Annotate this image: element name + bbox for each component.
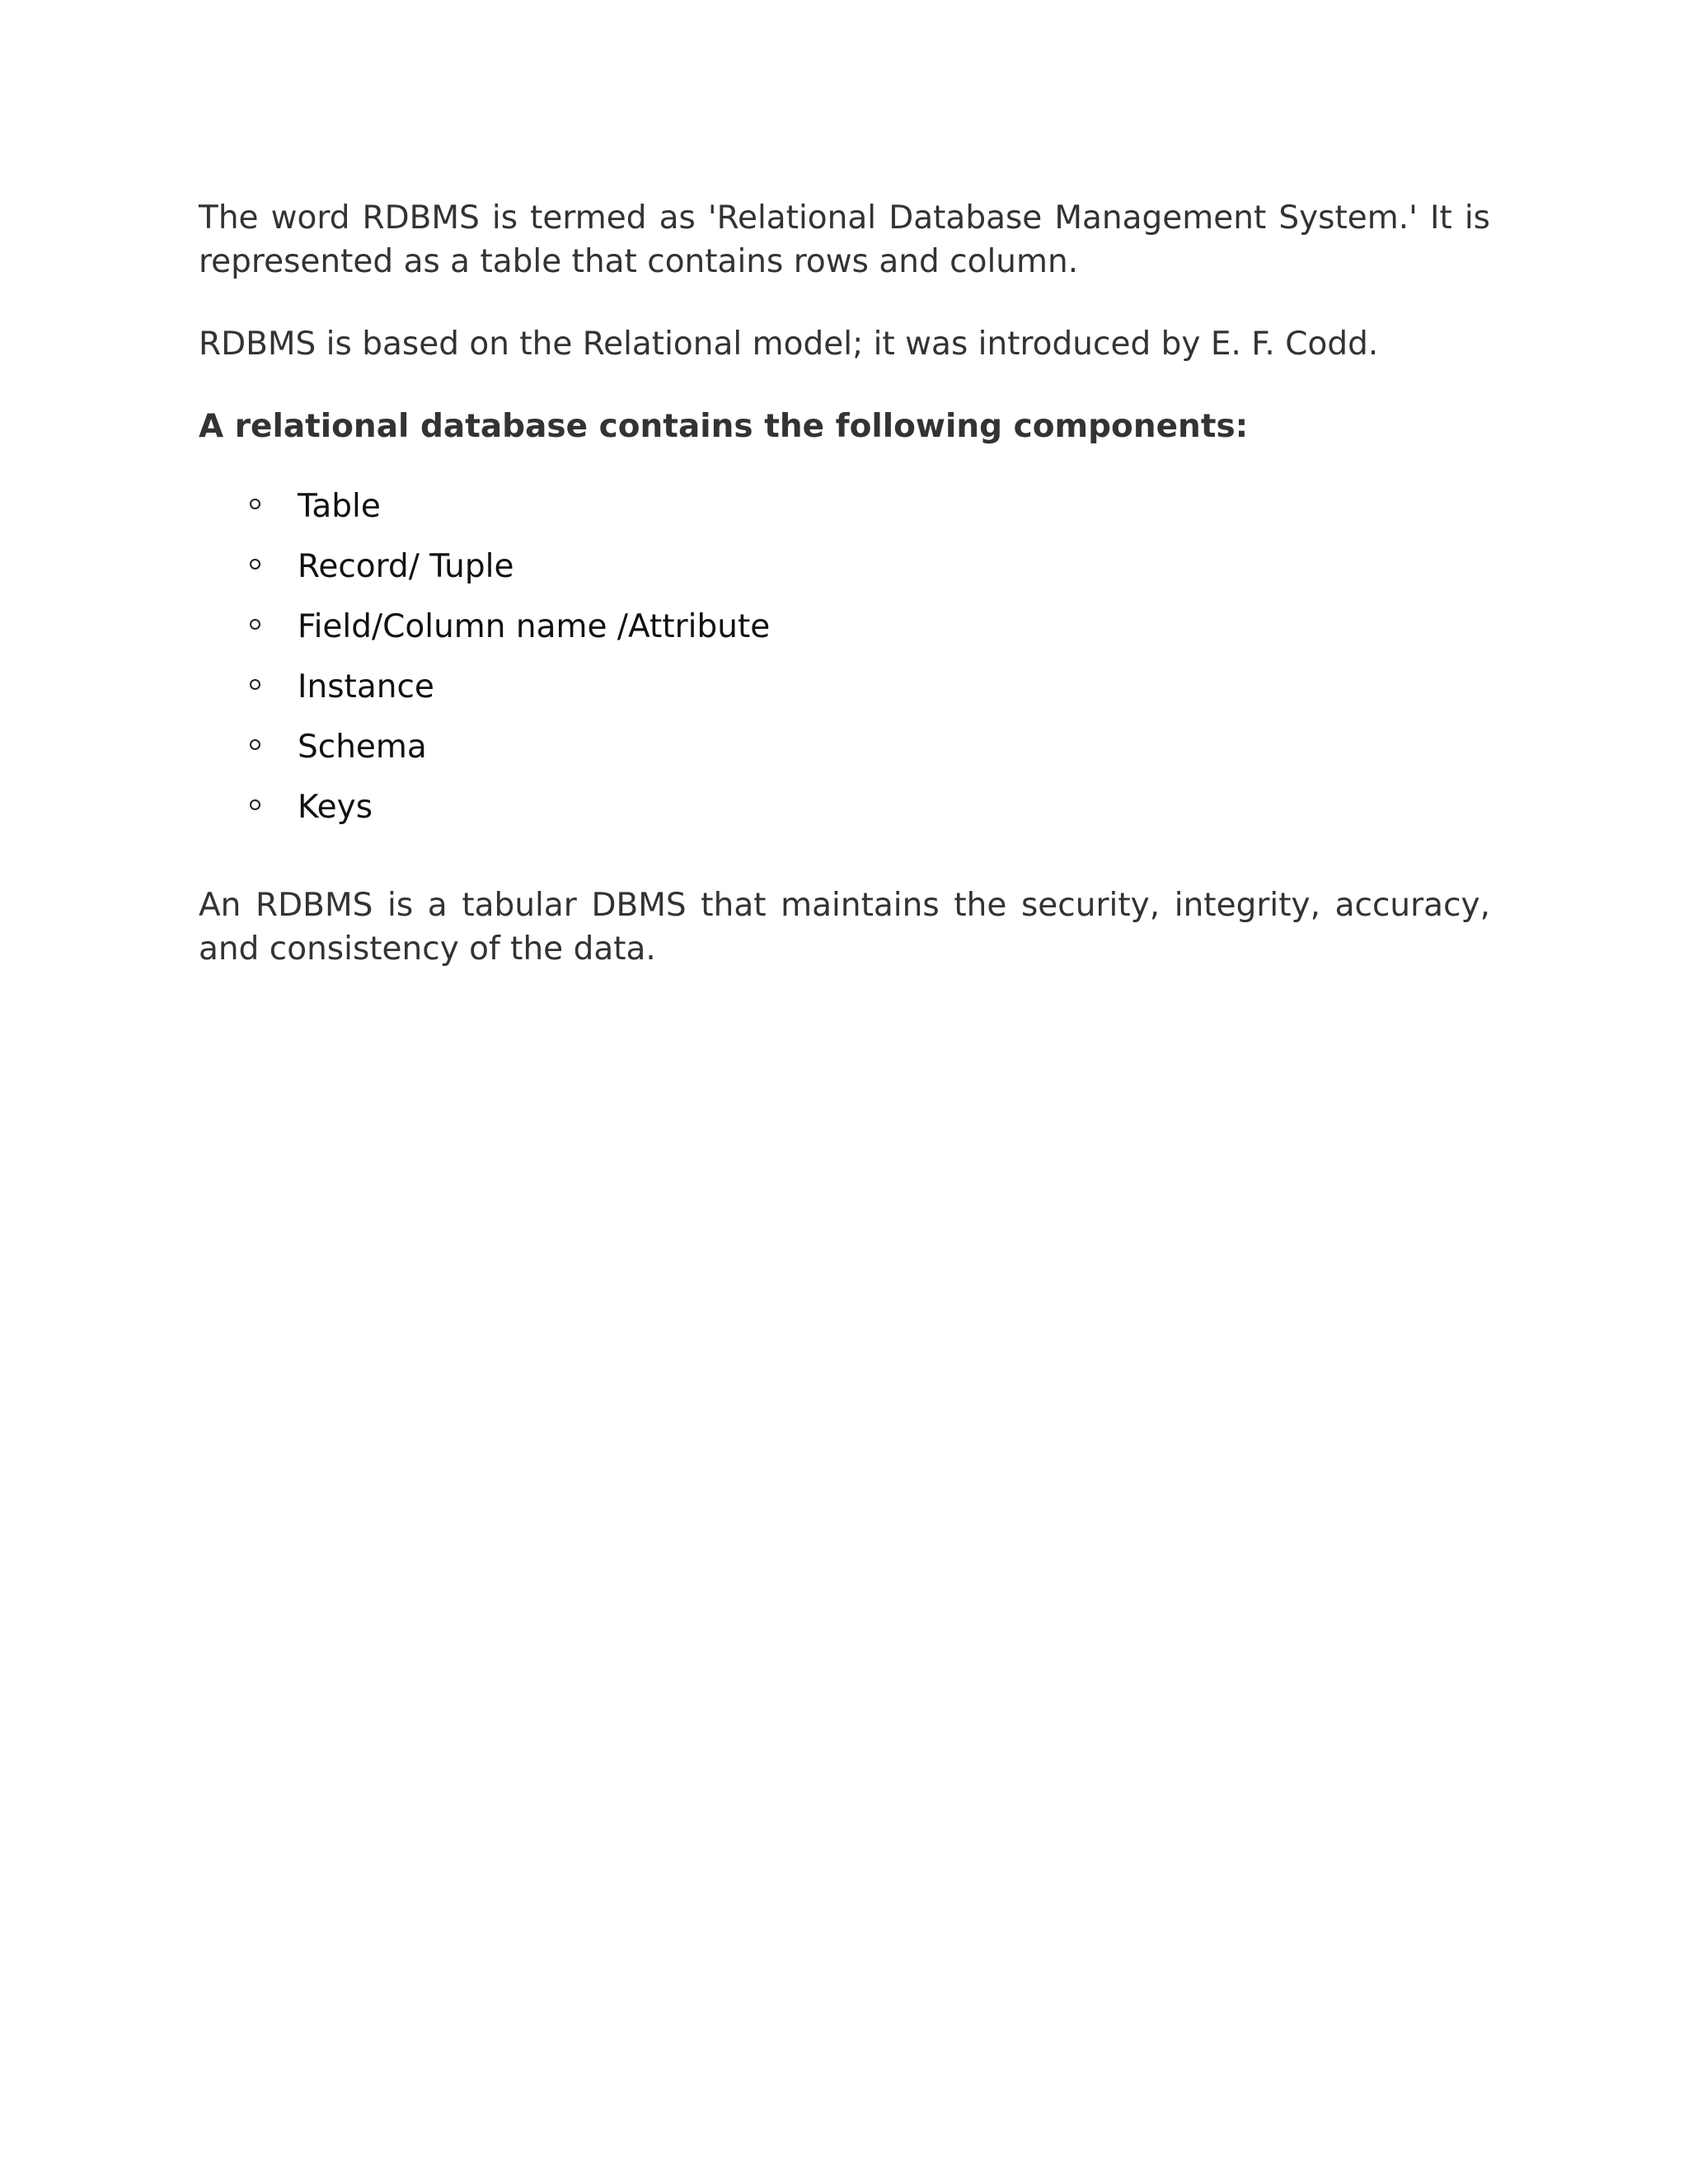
- intro-paragraph: The word RDBMS is termed as 'Relational Database Management System.' It is represented as a table that contains rows and column.: [199, 199, 1490, 280]
- hollow-circle-bullet-icon: [250, 559, 260, 569]
- list-item-label: Field/Column name /Attribute: [298, 608, 771, 645]
- hollow-circle-bullet-icon: [250, 619, 260, 630]
- components-heading: A relational database contains the following components:: [199, 408, 1249, 445]
- list-item-label: Record/ Tuple: [298, 548, 514, 585]
- list-item-label: Instance: [298, 668, 434, 705]
- components-list: [199, 485, 1490, 846]
- list-item: [199, 605, 1490, 665]
- list-item-label: Keys: [298, 789, 373, 826]
- list-item: [199, 725, 1490, 785]
- hollow-circle-bullet-icon: [250, 739, 260, 750]
- list-item-label: Schema: [298, 729, 427, 766]
- list-item: [199, 665, 1490, 725]
- closing-paragraph: An RDBMS is a tabular DBMS that maintains the security, integrity, accuracy, and consistency of the data.: [199, 887, 1490, 968]
- list-item: [199, 485, 1490, 545]
- list-item: [199, 785, 1490, 846]
- hollow-circle-bullet-icon: [250, 499, 260, 509]
- list-item: [199, 545, 1490, 605]
- document-content: [199, 196, 1490, 971]
- hollow-circle-bullet-icon: [250, 799, 260, 810]
- relational-model-paragraph: RDBMS is based on the Relational model; it was introduced by E. F. Codd.: [199, 326, 1379, 363]
- list-item-label: Table: [298, 488, 381, 525]
- hollow-circle-bullet-icon: [250, 679, 260, 690]
